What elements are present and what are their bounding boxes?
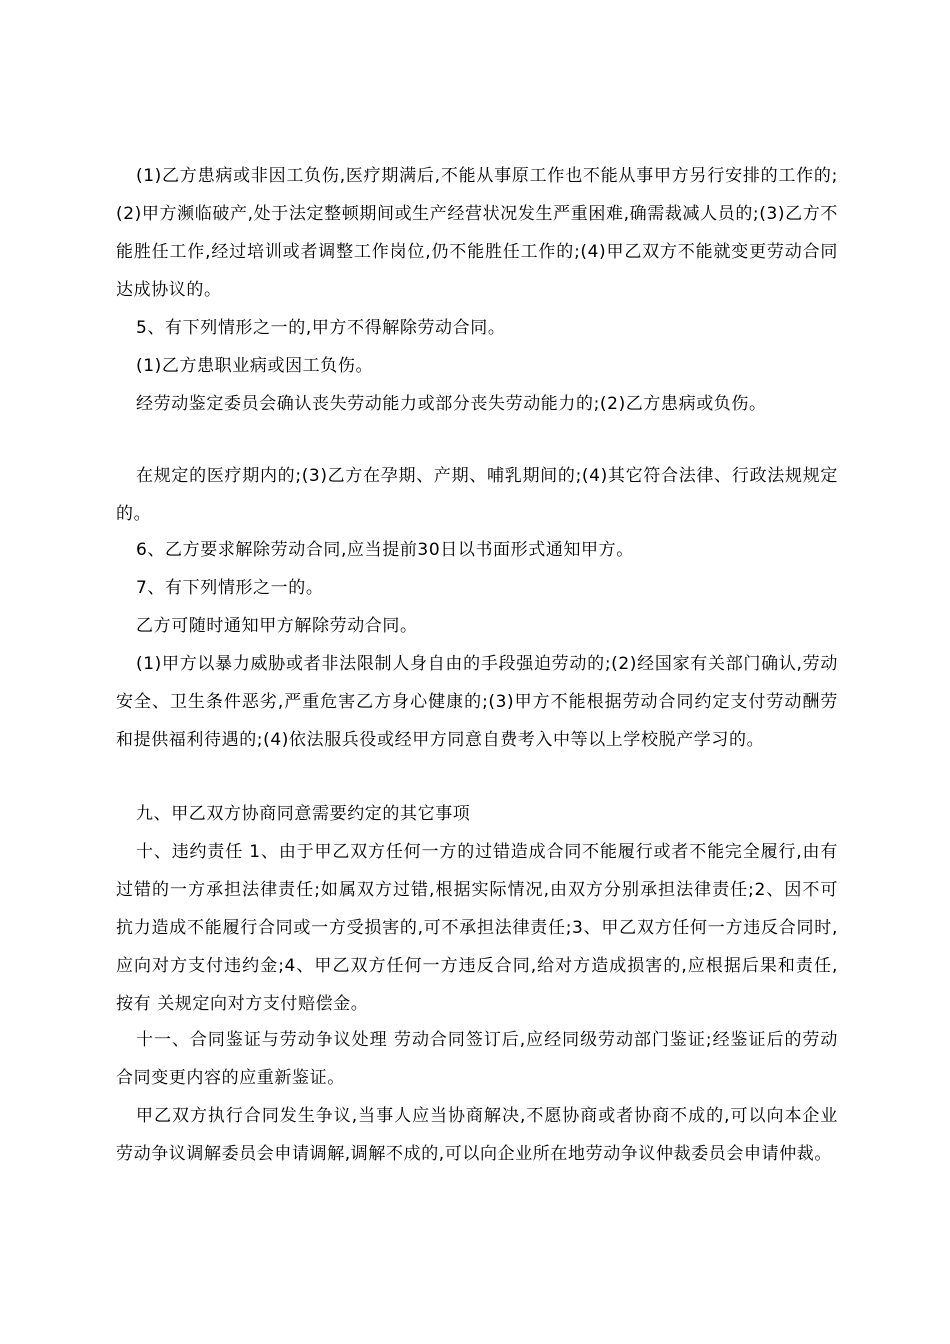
paragraph-arbitration: 甲乙双方执行合同发生争议,当事人应当协商解决,不愿协商或者协商不成的,可以向本企业劳动争议调解委员会申请调解,调解不成的,可以向企业所在地劳动争议仲裁委员会申请仲裁。 <box>116 1106 838 1164</box>
paragraph-termination-conditions: (1)乙方患病或非因工负伤,医疗期满后,不能从事原工作也不能从事甲方另行安排的工作的;(2)甲方濒临破产,处于法定整顿期间或生产经营状况发生严重困难,确需裁减人员的;(3)乙方不能胜任工作,经过培训或者调整工作岗位,仍不能胜任工作的;(4)甲乙双方不能就变更劳动合同达成协议的。 <box>116 166 838 300</box>
paragraph-clause-7: 7、有下列情形之一的。 <box>136 578 324 598</box>
paragraph-clause-5-item-2: 经劳动鉴定委员会确认丧失劳动能力或部分丧失劳动能力的;(2)乙方患病或负伤。 <box>136 394 767 414</box>
section-heading-9: 九、甲乙双方协商同意需要约定的其它事项 <box>136 804 471 824</box>
paragraph-clause-5: 5、有下列情形之一的,甲方不得解除劳动合同。 <box>136 318 506 338</box>
paragraph-clause-7-items: (1)甲方以暴力威胁或者非法限制人身自由的手段强迫劳动的;(2)经国家有关部门确认,劳动安全、卫生条件恶劣,严重危害乙方身心健康的;(3)甲方不能根据劳动合同约定支付劳动酬劳和提供福利待遇的;(4)依法服兵役或经甲方同意自费考入中等以上学校脱产学习的。 <box>116 654 838 750</box>
paragraph-clause-5-items-3-4: 在规定的医疗期内的;(3)乙方在孕期、产期、哺乳期间的;(4)其它符合法律、行政法规规定的。 <box>116 466 838 524</box>
section-11-dispute: 十一、合同鉴证与劳动争议处理 劳动合同签订后,应经同级劳动部门鉴证;经鉴证后的劳动合同变更内容的应重新鉴证。 <box>116 1030 838 1088</box>
paragraph-clause-6: 6、乙方要求解除劳动合同,应当提前30日以书面形式通知甲方。 <box>136 540 634 560</box>
paragraph-clause-5-item-1: (1)乙方患职业病或因工负伤。 <box>136 356 374 376</box>
section-10-liability: 十、违约责任 1、由于甲乙双方任何一方的过错造成合同不能履行或者不能完全履行,由有 过错的一方承担法律责任;如属双方过错,根据实际情况,由双方分别承担法律责任;2、因不可抗力造成不能履行合同或一方受损害的,可不承担法律责任;3、甲乙双方任何一方违反合同时,应向对方支付违约金;4、甲乙双方任何一方违反合同,给对方造成损害的,应根据后果和责任,按有 关规定向对方支付赔偿金。 <box>116 842 838 1014</box>
paragraph-clause-7-notice: 乙方可随时通知甲方解除劳动合同。 <box>136 616 418 636</box>
